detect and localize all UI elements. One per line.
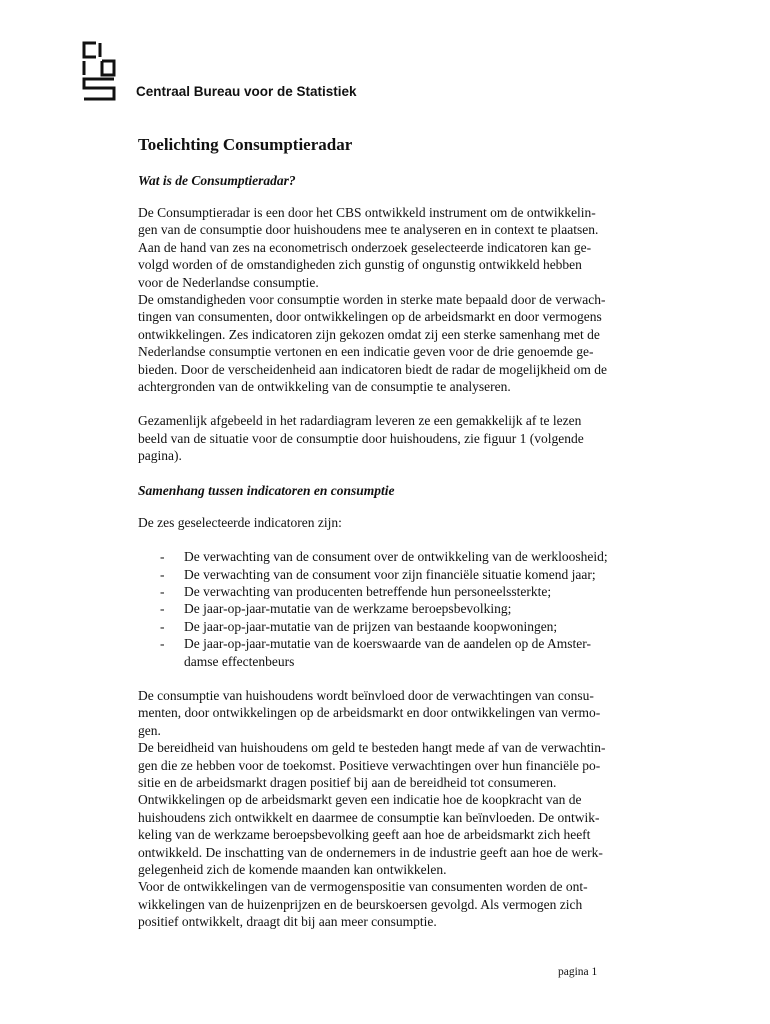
closing-paragraph: De consumptie van huishoudens wordt beïnvloed door de verwachtingen van consu- menten, door ontwikkelingen op de arbeidsmarkt en door ontwikkelingen van vermo- gen. De bereidheid van huishoudens om geld te besteden hangt mede af van de verwachtin- gen die ze hebben voor de toekomst. Positieve verwachtingen over hun financiële po- sitie en de arbeidsmarkt dragen positief bij aan de bereidheid tot consumeren. Ontwikkelingen op de arbeidsmarkt geven een indicatie hoe de koopkracht van de huishoudens zich ontwikkelt en daarmee de consumptie kan beïnvloeden. De ontwik- keling van de werkzame beroepsbevolking geeft aan hoe de arbeidsmarkt zich heeft ontwikkeld. De inschatting van de ondernemers in de industrie geeft aan hoe de werk- gelegenheid zich de komende maanden kan ontwikkelen. Voor de ontwikkelingen van de vermogenspositie van consumenten worden de ont- wikkelingen van de huizenprijzen en de beurskoersen gevolgd. Als vermogen zich positief ontwikkelt, draagt dit bij aan meer consumptie. — [138, 687, 606, 930]
list-item-text: De jaar-op-jaar-mutatie van de prijzen van bestaande koopwoningen; — [184, 618, 558, 634]
list-item-text: De jaar-op-jaar-mutatie van de koerswaarde van de aandelen op de Amster- damse effectenbeurs — [184, 636, 591, 669]
list-item — [138, 635, 678, 670]
bullet-dash: - — [160, 583, 165, 599]
list-item — [138, 600, 678, 617]
list-item — [138, 566, 678, 583]
list-item-text: De jaar-op-jaar-mutatie van de werkzame beroepsbevolking; — [184, 601, 512, 617]
list-item-text: De verwachting van de consument voor zijn financiële situatie komend jaar; — [184, 566, 596, 582]
radar-paragraph: Gezamenlijk afgebeeld in het radardiagram leveren ze een gemakkelijk af te lezen beeld van de situatie voor de consumptie door huishoudens, zie figuur 1 (volgende pagina). — [138, 413, 584, 464]
bullet-dash: - — [160, 601, 165, 617]
bullet-dash: - — [160, 636, 165, 652]
bullet-dash: - — [160, 618, 165, 634]
list-item — [138, 548, 678, 565]
bullet-dash: - — [160, 566, 165, 582]
document-title: Toelichting Consumptieradar — [138, 135, 353, 154]
list-item — [138, 583, 678, 600]
bullet-dash: - — [160, 549, 165, 565]
document-body — [138, 134, 678, 931]
cbs-logo-icon — [80, 40, 118, 102]
list-item — [138, 618, 678, 635]
intro-paragraph: De Consumptieradar is een door het CBS ontwikkeld instrument om de ontwikkelin- gen van de consumptie door huishoudens mee te analyseren en in context te plaatsen. Aan de hand van zes na econometrisch onderzoek geselecteerde indicatoren kan ge- volgd worden of de omstandigheden zich gunstig of ongunstig ontwikkeld hebben voor de Nederlandse consumptie. De omstandigheden voor consumptie worden in sterke mate bepaald door de verwach- tingen van consumenten, door ontwikkelingen op de arbeidsmarkt en door vermogens ontwikkelingen. Zes indicatoren zijn gekozen omdat zij een sterke samenhang met de Nederlandse consumptie vertonen en een indicatie geven voor de drie genoemde ge- bieden. Door de verscheidenheid aan indicatoren biedt de radar de mogelijkheid om de achtergronden van de ontwikkeling van de consumptie te analyseren. — [138, 205, 607, 395]
section-heading-what-is: Wat is de Consumptieradar? — [138, 173, 296, 188]
organization-name: Centraal Bureau voor de Statistiek — [136, 84, 357, 99]
page-number: pagina 1 — [558, 966, 598, 978]
list-item-text: De verwachting van de consument over de ontwikkeling van de werkloosheid; — [184, 549, 608, 565]
indicator-list — [138, 548, 678, 670]
indicators-intro: De zes geselecteerde indicatoren zijn: — [138, 514, 342, 530]
section-heading-samenhang: Samenhang tussen indicatoren en consumptie — [138, 482, 395, 498]
list-item-text: De verwachting van producenten betreffende hun personeelssterkte; — [184, 583, 552, 599]
